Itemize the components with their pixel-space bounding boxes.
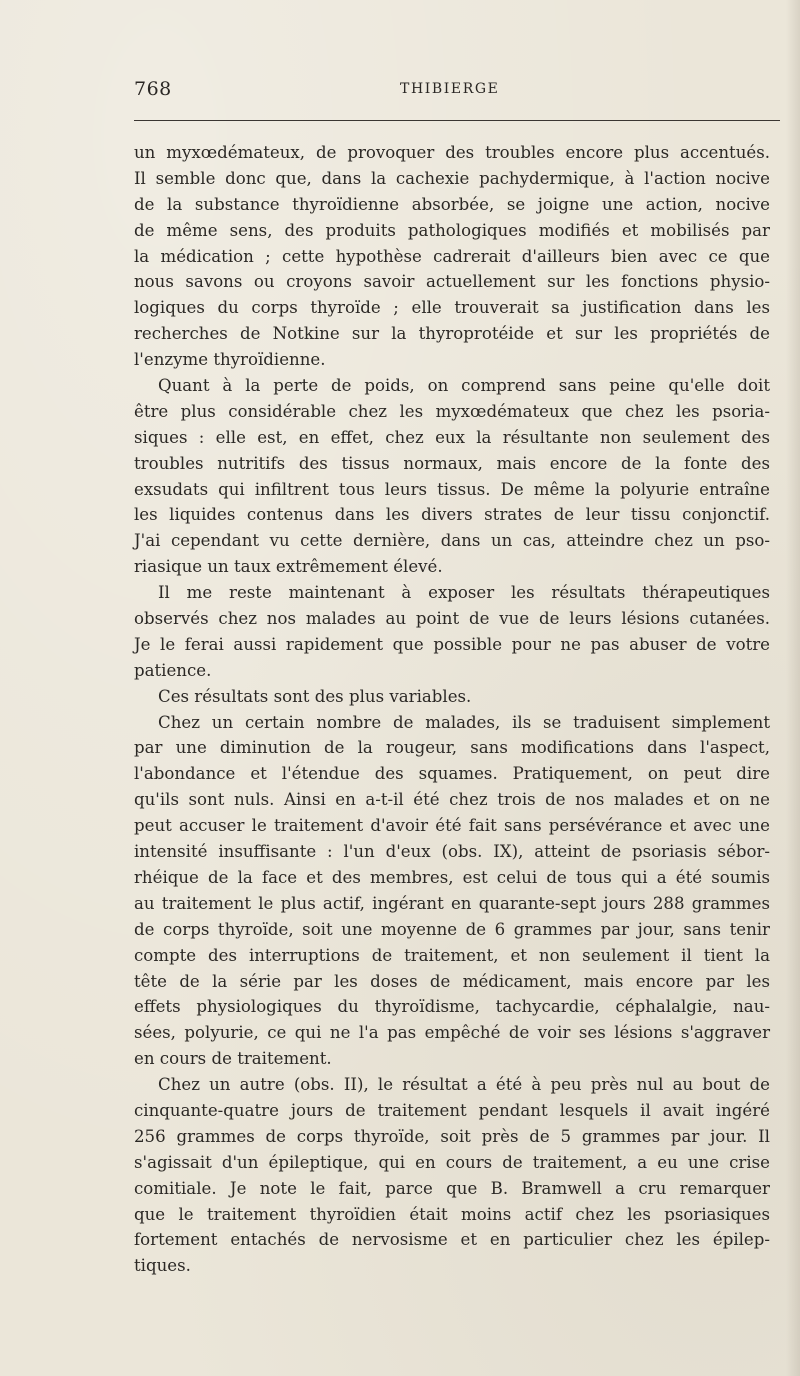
text-line: nous savons ou croyons savoir actuellement sur les fonctions physio- — [134, 272, 770, 292]
text-line: recherches de Notkine sur la thyroprotéide et sur les propriétés de — [134, 324, 770, 344]
text-line: patience. — [134, 660, 212, 680]
header-rule — [134, 120, 780, 121]
text-line: siques : elle est, en effet, chez eux la résultante non seulement des — [134, 427, 770, 447]
paragraph — [134, 1072, 770, 1279]
text-line: l'abondance et l'étendue des squames. Pratiquement, on peut dire — [134, 764, 770, 784]
text-line: s'agissait d'un épileptique, qui en cours de traitement, a eu une crise — [134, 1152, 770, 1172]
text-line: au traitement le plus actif, ingérant en quarante-sept jours 288 grammes — [134, 893, 770, 913]
text-line: les liquides contenus dans les divers strates de leur tissu conjonctif. — [134, 505, 770, 525]
text-line: 256 grammes de corps thyroïde, soit près de 5 grammes par jour. Il — [134, 1126, 770, 1146]
text-line: effets physiologiques du thyroïdisme, tachycardie, céphalalgie, nau- — [134, 997, 770, 1017]
text-line: exsudats qui infiltrent tous leurs tissus. De même la polyurie entraîne — [134, 479, 770, 499]
text-line: J'ai cependant vu cette dernière, dans un cas, atteindre chez un pso- — [134, 531, 770, 551]
text-line: de la substance thyroïdienne absorbée, se joigne une action, nocive — [134, 194, 770, 214]
page-header — [134, 78, 780, 108]
text-line: sées, polyurie, ce qui ne l'a pas empêché de voir ses lésions s'aggraver — [134, 1023, 770, 1043]
paragraph — [134, 710, 770, 1072]
text-line: Il me reste maintenant à exposer les résultats thérapeutiques — [158, 583, 770, 603]
text-line: la médication ; cette hypothèse cadrerait d'ailleurs bien avec ce que — [134, 246, 770, 266]
text-line: Chez un certain nombre de malades, ils se traduisent simplement — [158, 712, 770, 732]
text-line: Quant à la perte de poids, on comprend sans peine qu'elle doit — [158, 376, 770, 396]
body-text — [134, 140, 770, 1279]
text-line: fortement entachés de nervosisme et en particulier chez les épilep- — [134, 1230, 770, 1250]
text-line: Chez un autre (obs. II), le résultat a été à peu près nul au bout de — [158, 1075, 770, 1095]
text-line: rhéique de la face et des membres, est celui de tous qui a été soumis — [134, 867, 770, 887]
text-line: observés chez nos malades au point de vue de leurs lésions cutanées. — [134, 609, 770, 629]
text-line: que le traitement thyroïdien était moins actif chez les psoriasiques — [134, 1204, 770, 1224]
text-line: être plus considérable chez les myxœdémateux que chez les psoria- — [134, 401, 770, 421]
text-line: compte des interruptions de traitement, et non seulement il tient la — [134, 945, 770, 965]
paragraph — [134, 684, 770, 710]
text-line: comitiale. Je note le fait, parce que B. Bramwell a cru remarquer — [134, 1178, 770, 1198]
text-line: cinquante-quatre jours de traitement pendant lesquels il avait ingéré — [134, 1100, 770, 1120]
text-line: logiques du corps thyroïde ; elle trouverait sa justification dans les — [134, 298, 770, 318]
text-line: troubles nutritifs des tissus normaux, mais encore de la fonte des — [134, 453, 770, 473]
text-line: riasique un taux extrêmement élevé. — [134, 557, 443, 577]
text-line: peut accuser le traitement d'avoir été fait sans persévérance et avec une — [134, 816, 770, 836]
text-line: en cours de traitement. — [134, 1049, 332, 1069]
page-edge-shadow — [786, 0, 800, 1376]
text-line: Ces résultats sont des plus variables. — [158, 686, 472, 706]
paragraph — [134, 580, 770, 684]
page-number: 768 — [134, 78, 172, 100]
text-line: qu'ils sont nuls. Ainsi en a-t-il été chez trois de nos malades et on ne — [134, 790, 770, 810]
text-line: de même sens, des produits pathologiques modifiés et mobilisés par — [134, 220, 770, 240]
text-line: intensité insuffisante : l'un d'eux (obs. IX), atteint de psoriasis sébor- — [134, 842, 770, 862]
text-line: de corps thyroïde, soit une moyenne de 6 grammes par jour, sans tenir — [134, 919, 770, 939]
text-line: l'enzyme thyroïdienne. — [134, 350, 326, 370]
text-line: tiques. — [134, 1256, 191, 1276]
paragraph — [134, 140, 770, 373]
text-line: Je le ferai aussi rapidement que possible pour ne pas abuser de votre — [134, 634, 770, 654]
text-line: un myxœdémateux, de provoquer des troubles encore plus accentués. — [134, 143, 770, 162]
text-line: tête de la série par les doses de médicament, mais encore par les — [134, 971, 770, 991]
text-line: par une diminution de la rougeur, sans modifications dans l'aspect, — [134, 738, 770, 758]
text-line: Il semble donc que, dans la cachexie pachydermique, à l'action nocive — [134, 168, 770, 188]
paragraph — [134, 373, 770, 580]
running-head: THIBIERGE — [400, 81, 500, 97]
